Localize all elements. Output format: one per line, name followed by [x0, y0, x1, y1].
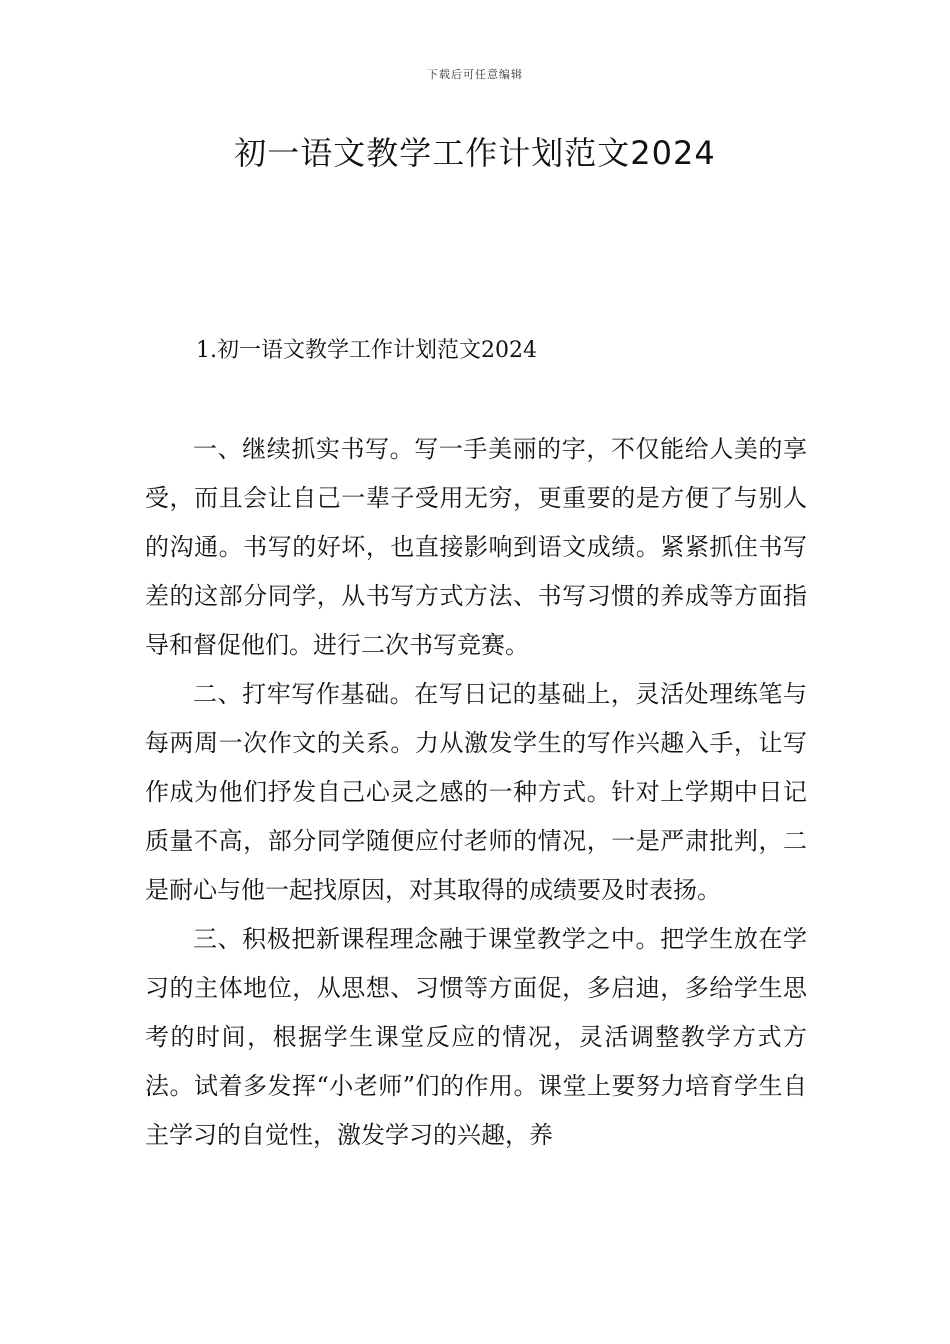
document-body	[145, 425, 807, 1160]
paragraph-2: 二、打牢写作基础。在写日记的基础上，灵活处理练笔与每两周一次作文的关系。力从激发学生的写作兴趣入手，让写作成为他们抒发自己心灵之感的一种方式。针对上学期中日记质量不高，部分同学随便应付老师的情况，一是严肃批判，二是耐心与他一起找原因，对其取得的成绩要及时表扬。	[145, 680, 807, 904]
document-title: 初一语文教学工作计划范文2024	[234, 134, 716, 172]
section-heading: 1.初一语文教学工作计划范文2024	[196, 338, 537, 363]
paragraph-1: 一、继续抓实书写。写一手美丽的字，不仅能给人美的享受，而且会让自己一辈子受用无穷，更重要的是方便了与别人的沟通。书写的好坏，也直接影响到语文成绩。紧紧抓住书写差的这部分同学，从书写方式方法、书写习惯的养成等方面指导和督促他们。进行二次书写竞赛。	[145, 435, 807, 659]
paragraph-3: 三、积极把新课程理念融于课堂教学之中。把学生放在学习的主体地位，从思想、习惯等方面促，多启迪，多给学生思考的时间，根据学生课堂反应的情况，灵活调整教学方式方法。试着多发挥“小老师”们的作用。课堂上要努力培育学生自主学习的自觉性，激发学习的兴趣，养	[145, 925, 807, 1149]
header-note: 下载后可任意编辑	[427, 68, 523, 81]
